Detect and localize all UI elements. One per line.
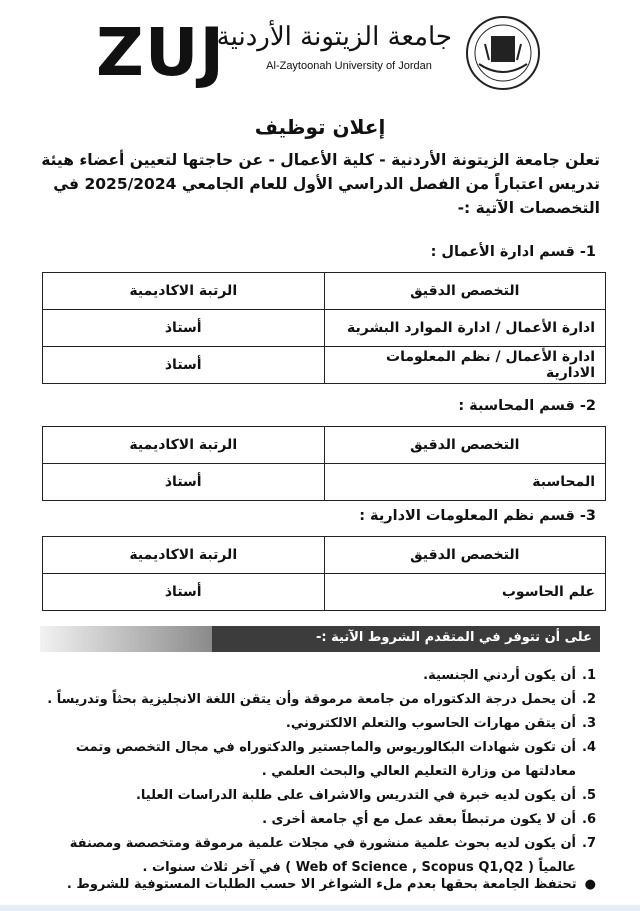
specialization-cell: علم الحاسوب <box>324 574 606 611</box>
list-item <box>44 784 604 808</box>
item-text: أن يكون لديه بحوث علمية منشورة في مجلات علمية مرموقة ومتخصصة ومصنفة عالمياً ( Web of Science , Scopus Q1,Q2 ) في آخر ثلاث سنوات . <box>69 836 576 875</box>
section-heading-accounting: 2- قسم المحاسبة : <box>458 398 596 414</box>
rank-cell: أستاذ <box>43 574 325 611</box>
rank-cell: أستاذ <box>43 464 325 501</box>
item-number: 3. <box>582 716 596 731</box>
header-rank: الرتبة الاكاديمية <box>43 537 325 574</box>
list-item <box>44 712 604 736</box>
header-specialization: التخصص الدقيق <box>324 537 606 574</box>
item-text: أن يتقن مهارات الحاسوب والتعلم الالكتروني. <box>285 716 576 731</box>
zuj-logo: ZUJ <box>96 14 226 91</box>
rank-cell: أستاذ <box>43 310 325 347</box>
specialization-cell: ادارة الأعمال / نظم المعلومات الادارية <box>324 347 606 384</box>
mis-table <box>42 536 606 611</box>
item-number: 7. <box>582 836 596 851</box>
item-text: أن تكون شهادات البكالوريوس والماجستير والدكتوراه في مجال التخصص وتمت معادلتها من وزارة التعليم العالي والبحث العلمي . <box>75 740 576 779</box>
item-number: 4. <box>582 740 596 755</box>
announcement-title: إعلان توظيف <box>254 115 386 139</box>
header-rank: الرتبة الاكاديمية <box>43 273 325 310</box>
list-item <box>44 832 604 880</box>
list-item <box>44 736 604 784</box>
conditions-banner-text: على أن تتوفر في المتقدم الشروط الآتية :- <box>316 630 592 645</box>
header-rank: الرتبة الاكاديمية <box>43 427 325 464</box>
item-text: أن لا يكون مرتبطاً بعقد عمل مع أي جامعة أخرى . <box>262 812 576 827</box>
table-row <box>43 574 606 611</box>
item-text: أن يحمل درجة الدكتوراه من جامعة مرموقة وأن يتقن اللغة الانجليزية بحثاً وتدريساً . <box>47 692 576 707</box>
item-number: 2. <box>582 692 596 707</box>
note-text: تحتفظ الجامعة بحقها بعدم ملء الشواغر الا حسب الطلبات المستوفية للشروط . <box>66 877 577 892</box>
header-specialization: التخصص الدقيق <box>324 427 606 464</box>
reservation-note <box>67 877 596 892</box>
university-name-arabic: جامعة الزيتونة الأردنية <box>216 22 452 52</box>
item-text: أن يكون أردني الجنسية. <box>423 668 576 683</box>
item-number: 5. <box>582 788 596 803</box>
specialization-cell: ادارة الأعمال / ادارة الموارد البشرية <box>324 310 606 347</box>
header-specialization: التخصص الدقيق <box>324 273 606 310</box>
item-text: أن يكون لديه خبرة في التدريس والاشراف على طلبة الدراسات العليا. <box>135 788 576 803</box>
university-name-english: Al-Zaytoonah University of Jordan <box>266 60 432 72</box>
table-row <box>43 310 606 347</box>
banner-gradient <box>40 626 212 652</box>
conditions-banner <box>40 626 600 652</box>
letterhead <box>0 0 640 100</box>
item-number: 1. <box>582 668 596 683</box>
item-number: 6. <box>582 812 596 827</box>
university-seal-icon <box>455 14 551 92</box>
bullet-icon: ● <box>584 877 596 892</box>
bottom-edge <box>0 905 640 911</box>
accounting-table <box>42 426 606 501</box>
list-item <box>44 808 604 832</box>
announcement-intro: تعلن جامعة الزيتونة الأردنية - كلية الأعمال - عن حاجتها لتعيين أعضاء هيئة تدريس اعتباراً من الفصل الدراسي الأول للعام الجامعي 2025/2024 في التخصصات الآتية :- <box>41 151 600 217</box>
table-row <box>43 464 606 501</box>
business-admin-table <box>42 272 606 384</box>
section-heading-mis: 3- قسم نظم المعلومات الادارية : <box>359 508 596 524</box>
conditions-list <box>44 664 604 880</box>
list-item <box>44 688 604 712</box>
rank-cell: أستاذ <box>43 347 325 384</box>
list-item <box>44 664 604 688</box>
specialization-cell: المحاسبة <box>324 464 606 501</box>
table-row <box>43 347 606 384</box>
section-heading-business: 1- قسم ادارة الأعمال : <box>430 244 596 260</box>
